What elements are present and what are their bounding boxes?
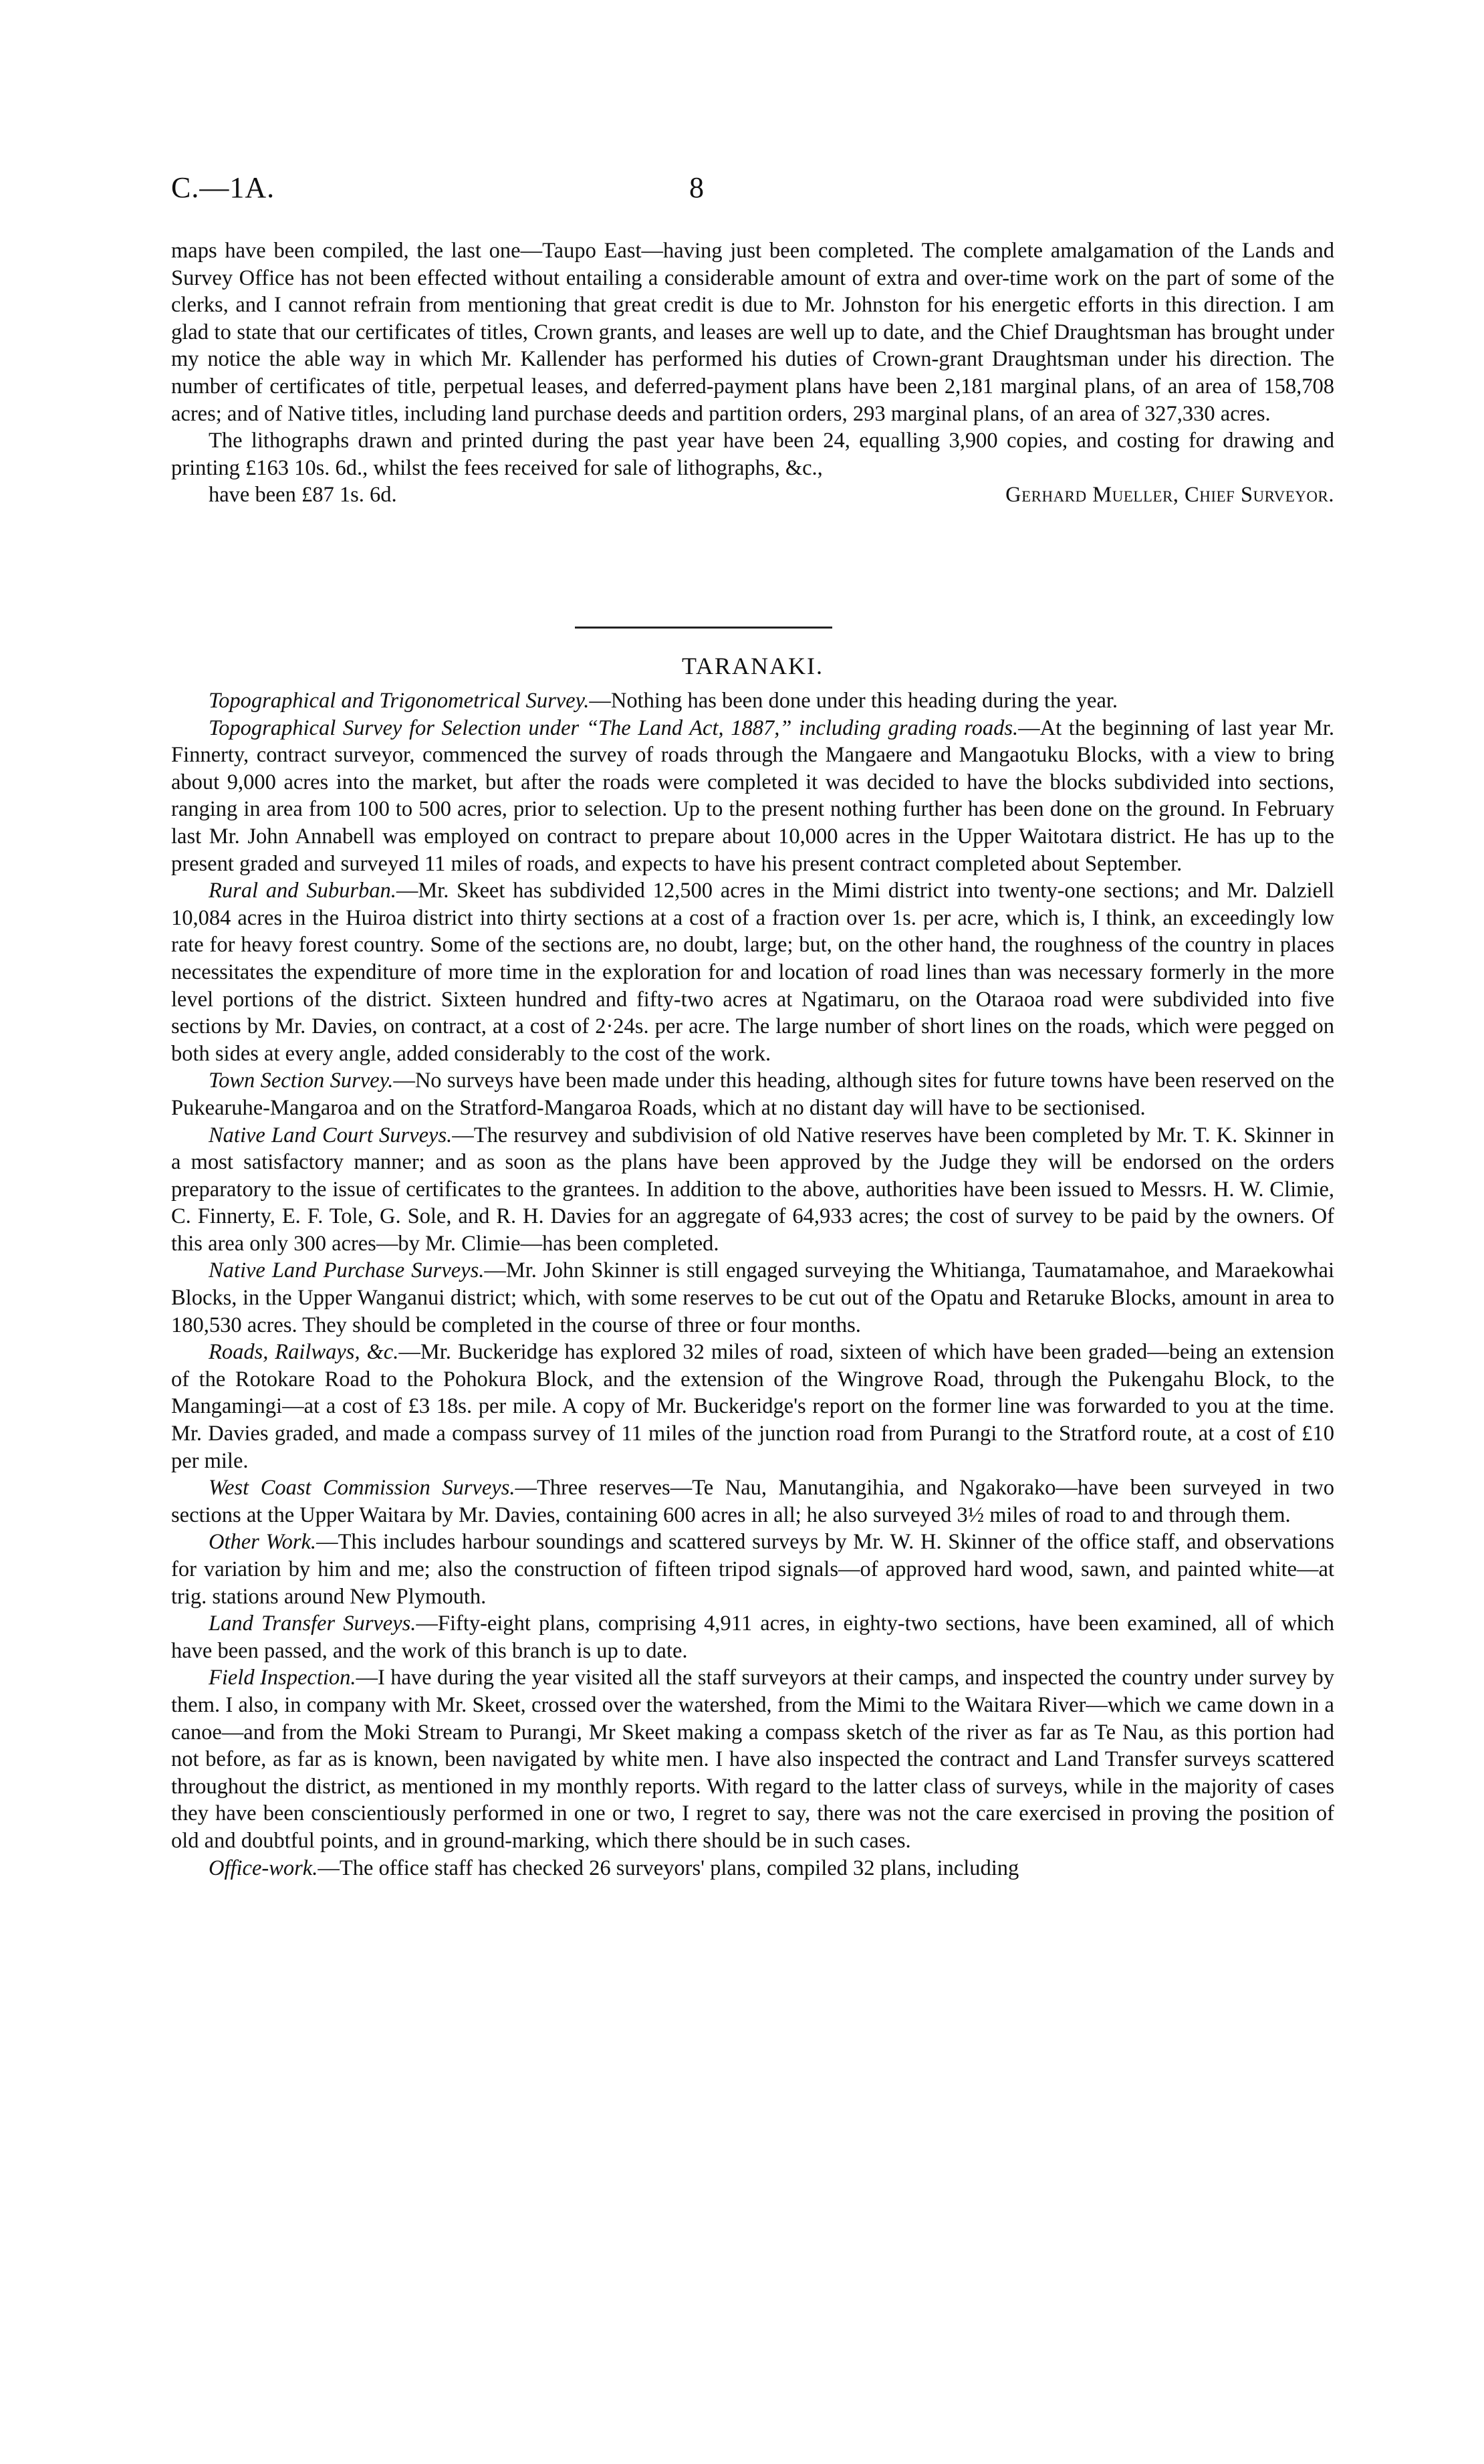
- paragraph-text: —The resurvey and subdivision of old Native reserves have been completed by Mr. T. K. Skinner in a most satisfactory manner; and as soon as the plans have been approved by the Judge they will be endorsed on the orders preparatory to the issue of certificates to the grantees. In addition to the above, authorities have been issued to Messrs. H. W. Climie, C. Finnerty, E. F. Tole, G. Sole, and R. H. Davies for an aggregate of 64,933 acres; the cost of survey to be paid by the owners. Of this area only 300 acres—by Mr. Climie—has been completed.: [171, 1123, 1334, 1256]
- paragraph-heading: Native Land Court Surveys.: [209, 1123, 453, 1147]
- paragraph-text: —No surveys have been made under this heading, although sites for future towns have been reserved on the Pukearuhe-Mangaroa and on the Stratford-Mangaroa Roads, which at no distant day will have to be sectionised.: [171, 1069, 1334, 1120]
- signature-line: [171, 481, 1334, 509]
- intro-text: [171, 237, 1334, 509]
- paragraph: [171, 1257, 1334, 1339]
- paragraph-text: —At the beginning of last year Mr. Finnerty, contract surveyor, commenced the survey of roads through the Mangaere and Mangaotuku Blocks, with a view to bring about 9,000 acres into the market, but after the roads were completed it was decided to have the blocks subdivided into sections, ranging in area from 100 to 500 acres, prior to selection. Up to the present nothing further has been done on the ground. In February last Mr. John Annabell was employed on contract to prepare about 10,000 acres in the Upper Waitotara district. He has up to the present graded and surveyed 11 miles of roads, and expects to have his present contract completed about September.: [171, 715, 1334, 876]
- paragraph: [171, 1122, 1334, 1258]
- paragraph-heading: Town Section Survey.: [209, 1069, 394, 1093]
- intro-paragraph-2: The lithographs drawn and printed during the past year have been 24, equalling 3,900 copies, and costing for drawing and printing £163 10s. 6d., whilst the fees received for sale of lithographs, &c.,: [171, 429, 1334, 480]
- paragraph-text: —The office staff has checked 26 surveyors' plans, compiled 32 plans, including: [318, 1856, 1019, 1880]
- paragraph: [171, 1067, 1334, 1121]
- paragraph: [171, 715, 1334, 878]
- paragraph: [171, 687, 1334, 715]
- page-number: 8: [689, 171, 704, 204]
- paragraph: [171, 1610, 1334, 1664]
- paragraph: [171, 1339, 1334, 1474]
- page-reference: C.—1A.: [171, 171, 275, 204]
- intro-paragraph-2-end: have been £87 1s. 6d.: [209, 483, 397, 508]
- paragraph-text: —This includes harbour soundings and scattered surveys by Mr. W. H. Skinner of the office staff, and observations for variation by him and me; also the construction of fifteen tripod signals—of approved hard wood, sawn, and painted white—at trig. stations around New Plymouth.: [171, 1530, 1334, 1609]
- paragraph-heading: Roads, Railways, &c.: [209, 1340, 399, 1365]
- paragraph-heading: Field Inspection.: [209, 1666, 356, 1690]
- paragraph-text: —Mr. Skeet has subdivided 12,500 acres in the Mimi district into twenty-one sections; and Mr. Dalziell 10,084 acres in the Huiroa district into thirty sections at a cost of a fraction over 1s. per acre, which is, I think, an exceedingly low rate for heavy forest country. Some of the sections are, no doubt, large; but, on the other hand, the roughness of the country in places necessitates the expenditure of more time in the exploration for and location of road lines than was necessary formerly in the more level portions of the district. Sixteen hundred and fifty-two acres at Ngatimaru, on the Otaraoa road were subdivided into five sections by Mr. Davies, on contract, at a cost of 2·24s. per acre. The large number of short lines on the roads, which were pegged on both sides at every angle, added considerably to the cost of the work.: [171, 879, 1334, 1066]
- paragraph: [171, 1855, 1334, 1882]
- paragraph-heading: Land Transfer Surveys.: [209, 1611, 416, 1636]
- section-divider: [575, 627, 832, 629]
- paragraph: [171, 1474, 1334, 1529]
- paragraph: [171, 877, 1334, 1067]
- paragraph-text: —Fifty-eight plans, comprising 4,911 acres, in eighty-two sections, have been examined, all of which have been passed, and the work of this branch is up to date.: [171, 1611, 1335, 1663]
- page-header: [171, 171, 1334, 211]
- section-title: TARANAKI.: [681, 653, 824, 679]
- section-body: [171, 687, 1334, 1882]
- paragraph-text: —Three reserves—Te Nau, Manutangihia, and Ngakorako—have been surveyed in two sections at the Upper Waitara by Mr. Davies, containing 600 acres in all; he also surveyed 3½ miles of road to and through them.: [171, 1476, 1334, 1527]
- paragraph-text: —Nothing has been done under this heading during the year.: [589, 689, 1118, 713]
- paragraph-heading: Office-work.: [209, 1856, 318, 1880]
- paragraph-text: —I have during the year visited all the staff surveyors at their camps, and inspected the country under survey by them. I also, in company with Mr. Skeet, crossed over the watershed, from the Mimi to the Waitara River—which we came down in a canoe—and from the Moki Stream to Purangi, Mr Skeet making a compass sketch of the river as far as Te Nau, as this portion had not before, as far as is known, been navigated by white men. I have also inspected the contract and Land Transfer surveys scattered throughout the district, as mentioned in my monthly reports. With regard to the latter class of surveys, while in the majority of cases they have been conscientiously performed in one or two, I regret to say, there was not the care exercised in proving the position of old and doubtful points, and in ground-marking, which there should be in such cases.: [171, 1666, 1334, 1853]
- paragraph: [171, 1664, 1334, 1854]
- paragraph-heading: Other Work.: [209, 1530, 317, 1555]
- paragraph-heading: Rural and Suburban.: [209, 879, 396, 903]
- paragraph-text: —Mr. Buckeridge has explored 32 miles of road, sixteen of which have been graded—being an extension of the Rotokare Road to the Pohokura Block, and the extension of the Wingrove Road, through the Pukengahu Block, to the Mangamingi—at a cost of £3 18s. per mile. A copy of Mr. Buckeridge's report on the former line was forwarded to you at the time. Mr. Davies graded, and made a compass survey of 11 miles of the junction road from Purangi to the Stratford route, at a cost of £10 per mile.: [171, 1340, 1334, 1473]
- paragraph-text: —Mr. John Skinner is still engaged surveying the Whitianga, Taumatamahoe, and Maraekowhai Blocks, in the Upper Wanganui district; which, with some reserves to be cut out of the Opatu and Retaruke Blocks, amount in area to 180,530 acres. They should be completed in the course of three or four months.: [171, 1258, 1334, 1337]
- paragraph-heading: West Coast Commission Surveys.: [209, 1476, 515, 1500]
- paragraph-heading: Topographical Survey for Selection under “The Land Act, 1887,” including grading roads.: [209, 715, 1019, 740]
- paragraph-heading: Native Land Purchase Surveys.: [209, 1258, 485, 1283]
- intro-paragraph-1: maps have been compiled, the last one—Taupo East—having just been completed. The complete amalgamation of the Lands and Survey Office has not been effected without entailing a considerable amount of extra and over-time work on the part of some of the clerks, and I cannot refrain from mentioning that great credit is due to Mr. Johnston for his energetic efforts in this direction. I am glad to state that our certificates of titles, Crown grants, and leases are well up to date, and the Chief Draughtsman has brought under my notice the able way in which Mr. Kallender has performed his duties of Crown-grant Draughtsman under his direction. The number of certificates of title, perpetual leases, and deferred-payment plans have been 2,181 marginal plans, of an area of 158,708 acres; and of Native titles, including land purchase deeds and partition orders, 293 marginal plans, of an area of 327,330 acres.: [171, 239, 1334, 426]
- signature: Gerhard Mueller, Chief Surveyor.: [1005, 483, 1334, 508]
- paragraph-heading: Topographical and Trigonometrical Survey.: [209, 689, 590, 713]
- paragraph: [171, 1529, 1334, 1610]
